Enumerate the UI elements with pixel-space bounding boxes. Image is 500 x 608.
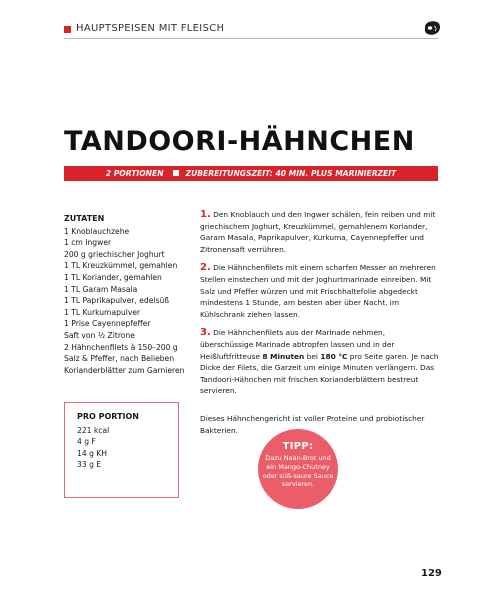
nutrition-value: 14 g KH <box>77 448 108 458</box>
nutrition-value: 4 g F <box>77 437 96 447</box>
step-2 <box>200 262 440 320</box>
nutrition-value: 221 kcal <box>77 425 110 435</box>
ingredient-item: Saft von ½ Zitrone <box>64 330 135 340</box>
steak-icon <box>422 18 442 38</box>
ingredient-item: 2 Hähnchenfilets à 150–200 g <box>64 342 178 352</box>
section-marker <box>64 26 71 33</box>
recipe-title: TANDOORI-HÄHNCHEN <box>64 126 415 157</box>
tip-text: Dazu Naan-Brot und ein Mango-Chutney oder süß-saure Sauce servieren. <box>262 454 334 489</box>
closing-note: Dieses Hähnchengericht ist voller Proteine und probiotischer Bakterien. <box>200 413 425 435</box>
nutrition-box <box>64 402 179 498</box>
instructions <box>200 209 440 436</box>
step-text: pro Seite garen. Je nach Dicke der Filets, die Garzeit um einige Minuten verlängern. Das Tandoori-Hähnchen mit frischen Korianderblättern bestreut servieren. <box>200 351 439 396</box>
step-number: 3. <box>200 327 211 339</box>
tip-title: TIPP: <box>282 441 314 452</box>
ingredients-list <box>64 213 185 376</box>
step-text: bei <box>304 351 321 361</box>
recipe-info-banner <box>64 166 438 181</box>
time-label: ZUBEREITUNGSZEIT: 40 MIN. PLUS MARINIERZEIT <box>185 169 397 178</box>
step-text: Die Hähnchenfilets aus der Marinade nehmen, überschüssige Marinade abtropfen lassen und in der Heißluftfritteuse <box>200 328 395 361</box>
ingredient-item: 1 TL Paprikapulver, edelsüß <box>64 296 170 306</box>
ingredient-item: 1 TL Koriander, gemahlen <box>64 272 162 282</box>
step-1 <box>200 209 440 255</box>
ingredient-item: 1 cm Ingwer <box>64 238 112 248</box>
nutrition-value: 33 g E <box>77 460 102 470</box>
step-number: 2. <box>200 262 211 274</box>
step-text: Die Hähnchenfilets mit einem scharfen Messer an mehreren Stellen einstechen und mit der Joghurtmarinade einreiben. Mit Salz und Pfeffer würzen und mit Frischhaltefolie abgedeckt mindestens 1 Stunde, am besten aber über Nacht, im Kühlschrank ziehen lassen. <box>200 263 436 319</box>
ingredient-item: 1 TL Kreuzkümmel, gemahlen <box>64 261 178 271</box>
cook-temperature: 180 °C <box>320 351 348 361</box>
section-title: HAUPTSPEISEN MIT FLEISCH <box>76 23 225 34</box>
ingredients-heading: ZUTATEN <box>64 214 105 223</box>
ingredient-item: 200 g griechischer Joghurt <box>64 249 165 259</box>
portions-label: 2 PORTIONEN <box>105 169 164 178</box>
ingredient-item: 1 Knoblauchzehe <box>64 226 130 236</box>
step-number: 1. <box>200 209 211 220</box>
ingredient-item: 1 TL Garam Masala <box>64 284 138 294</box>
page-number: 129 <box>421 568 442 579</box>
header-divider <box>64 38 438 39</box>
ingredient-item: 1 TL Kurkumapulver <box>64 307 141 317</box>
ingredient-item: 1 Prise Cayennepfeffer <box>64 319 151 329</box>
tip-bubble <box>258 429 338 509</box>
ingredient-item: Korianderblätter zum Garnieren <box>64 365 185 375</box>
step-text: Den Knoblauch und den Ingwer schälen, fein reiben und mit griechischem Joghurt, Kreuzkümmel, gemahlenem Koriander, Garam Masala, Paprikapulver, Kurkuma, Cayennepfeffer und Zitronensaft verrühren. <box>200 210 436 254</box>
banner-separator <box>173 170 179 176</box>
cook-time: 8 Minuten <box>262 351 305 361</box>
nutrition-heading: PRO PORTION <box>77 412 140 421</box>
ingredient-item: Salz & Pfeffer, nach Belieben <box>64 354 175 364</box>
step-3 <box>200 327 440 397</box>
